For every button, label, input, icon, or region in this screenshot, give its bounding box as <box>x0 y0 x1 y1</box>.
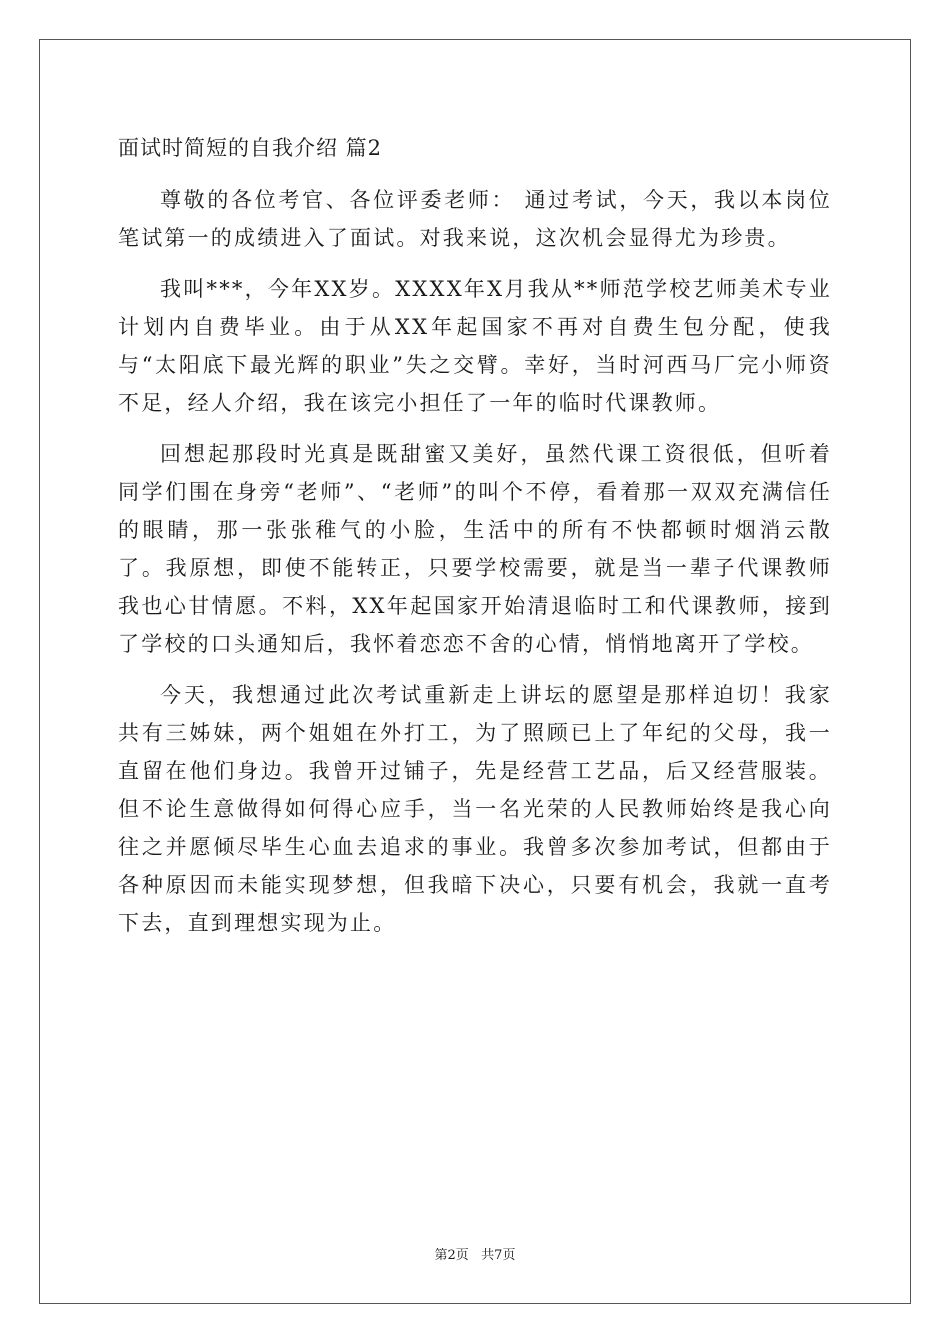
paragraph-background: 我叫***，今年XX岁。XXXX年X月我从**师范学校艺师美术专业计划内自费毕业。由于从XX年起国家不再对自费生包分配，使我与“太阳底下最光辉的职业”失之交臂。幸好，当时河西马厂完小师资不足，经人介绍，我在该完小担任了一年的临时代课教师。 <box>118 277 832 415</box>
paragraph-memories: 回想起那段时光真是既甜蜜又美好，虽然代课工资很低，但听着同学们围在身旁“老师”、“老师”的叫个不停，看着那一双双充满信任的眼睛，那一张张稚气的小脸，生活中的所有不快都顿时烟消云散了。我原想，即使不能转正，只要学校需要，就是当一辈子代课教师我也心甘情愿。不料，XX年起国家开始清退临时工和代课教师，接到了学校的口头通知后，我怀着恋恋不舍的心情，悄悄地离开了学校。 <box>118 442 832 656</box>
page-number-footer: 第2页 共7页 <box>434 1248 516 1263</box>
paragraph-greeting: 尊敬的各位考官、各位评委老师： 通过考试，今天，我以本岗位笔试第一的成绩进入了面试。对我来说，这次机会显得尤为珍贵。 <box>118 188 832 250</box>
paragraph-aspiration: 今天，我想通过此次考试重新走上讲坛的愿望是那样迫切！我家共有三姊妹，两个姐姐在外打工，为了照顾已上了年纪的父母，我一直留在他们身边。我曾开过铺子，先是经营工艺品，后又经营服装。但不论生意做得如何得心应手，当一名光荣的人民教师始终是我心向往之并愿倾尽毕生心血去追求的事业。我曾多次参加考试，但都由于各种原因而未能实现梦想，但我暗下决心，只要有机会，我就一直考下去，直到理想实现为止。 <box>118 683 832 935</box>
document-title: 面试时简短的自我介绍 篇2 <box>118 136 383 160</box>
document-body <box>118 181 832 942</box>
